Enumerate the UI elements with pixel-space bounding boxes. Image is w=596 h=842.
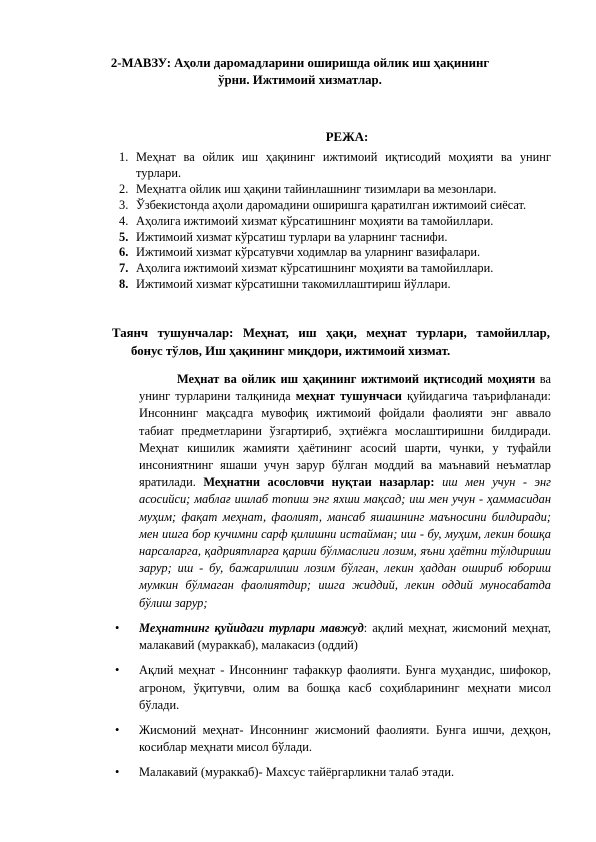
plan-item-number: 6. [119, 245, 129, 260]
plan-heading: РЕЖА: [325, 130, 369, 144]
plan-item-text: Меҳнатга ойлик иш ҳақини тайинлашнинг тизимлари ва мезонлари. [136, 181, 497, 196]
plan-item-text: Ижтимоий хизмат кўрсатишни такомиллаштириш йўллари. [136, 277, 451, 292]
plan-item [119, 198, 551, 214]
key-concepts-line-1: Таянч тушунчалар: Меҳнат, иш ҳақи, меҳнат турлари, тамойиллар, [112, 326, 550, 340]
plan-item-number: 7. [119, 261, 129, 276]
paragraph-text: ва унинг турларини талқинида [139, 372, 551, 404]
list-item-lead: Меҳнатнинг қуйидаги турлари мавжуд [139, 621, 364, 635]
plan-item-text: Аҳолига ижтимоий хизмат кўрсатишнинг моҳияти ва тамойиллари. [136, 261, 494, 276]
plan-item [119, 150, 551, 182]
list-item [113, 764, 551, 781]
term-viewpoints: Меҳнатни асословчи нуқтаи назарлар: [203, 475, 435, 490]
section-heading: Меҳнат ва ойлик иш ҳақининг ижтимоий иқтисодий моҳияти [177, 372, 536, 386]
bullet-icon: • [115, 621, 120, 635]
list-item [113, 722, 551, 756]
list-item-text: Ақлий меҳнат - Инсоннинг тафаккур фаолияти. Бунга муҳандис, шифокор, агроном, ўқитувчи, олим ва бошқа касб соҳибларининг меҳнати мисол бўлади. [139, 663, 551, 712]
plan-item-number: 8. [119, 277, 129, 292]
plan-list [119, 150, 551, 293]
bullet-icon: • [115, 663, 120, 678]
plan-item [119, 245, 551, 261]
plan-item-number: 4. [119, 213, 129, 228]
plan-item-text: Ўзбекистонда аҳоли даромадини оширишга қаратилган ижтимоий сиёсат. [136, 197, 527, 212]
plan-item-text: Ижтимоий хизмат кўрсатиш турлари ва уларнинг таснифи. [136, 229, 448, 244]
plan-item [119, 261, 551, 277]
plan-item [119, 214, 551, 230]
bullet-icon: • [115, 765, 120, 780]
list-item-text: Жисмоний меҳнат- Инсоннинг жисмоний фаолияти. Бунга ишчи, деҳқон, косиблар меҳнати мисол бўлади. [139, 723, 551, 755]
page-title [110, 55, 490, 89]
plan-item-number: 2. [119, 181, 129, 196]
list-item [113, 620, 551, 654]
plan-item [119, 277, 551, 293]
title-line-1: 2-МАВЗУ: Аҳоли даромадларини оширишда ойлик иш ҳақининг [110, 56, 490, 70]
title-line-2: ўрни. Ижтимоий хизматлар. [218, 73, 382, 87]
plan-item-text: Аҳолига ижтимоий хизмат кўрсатишнинг моҳияти ва тамойиллари. [136, 213, 494, 228]
main-paragraph [139, 371, 551, 612]
list-item-text: Малакавий (мураккаб)- Махсус тайёргарликни талаб этади. [139, 765, 455, 780]
plan-item [119, 230, 551, 246]
plan-item-number: 3. [119, 197, 129, 212]
labor-types-list [113, 620, 551, 790]
plan-item-text: Меҳнат ва ойлик иш ҳақининг ижтимоий иқтисодий моҳияти ва унинг турлари. [136, 150, 551, 180]
viewpoints-text: иш мен учун - энг асосийси; маблағ ишлаб топиш энг яхши мақсад; иш мен учун - ҳаммасидан муҳим; фақат меҳнат, фаолият, мансаб яшашнинг маъносини билдиради; мен ишга бор кучимни сарф қилишни истайман; иш - бу, муҳим, лекин бошқа нарсаларга, қадриятларга қарши бўлмаслиги лозим, яъни ҳаётни тўлдириши зарур; иш - бу, бажарилиши лозим бўлган, лекин ҳаддан ошириб юбориш мумкин бўлмаган фаолиятдир; ишга жиддий, лекин оддий муносабатда бўлиш зарур; [139, 475, 552, 610]
list-item [113, 662, 551, 714]
list-item-text: : ақлий меҳнат, жисмоний меҳнат, малакавий (мураккаб), малакасиз (оддий) [139, 621, 551, 653]
plan-item-number: 5. [119, 229, 129, 244]
key-concepts-line-2: бонус тўлов, Иш ҳақининг миқдори, ижтимоий хизмат. [131, 344, 451, 358]
term-labor-concept: меҳнат тушунчаси [295, 389, 402, 404]
paragraph-text: қуйидагича таърифланади: Инсоннинг мақсадга мувофиқ ижтимоий фойдали фаолияти энг аввало табиат предметларини ўзгартириб, эҳтиёжга мослаштиришни билдиради. Меҳнат кишилик жамияти ҳаётининг асосий шарти, чунки, у туфайли инсониятнинг яшаши учун зарур бўлган моддий ва маънавий неъматлар яратилади. [139, 389, 551, 490]
plan-item [119, 182, 551, 198]
bullet-icon: • [115, 723, 120, 738]
plan-item-text: Ижтимоий хизмат кўрсатувчи ходимлар ва уларнинг вазифалари. [136, 245, 481, 260]
plan-item-number: 1. [119, 150, 129, 164]
key-concepts [112, 324, 550, 360]
